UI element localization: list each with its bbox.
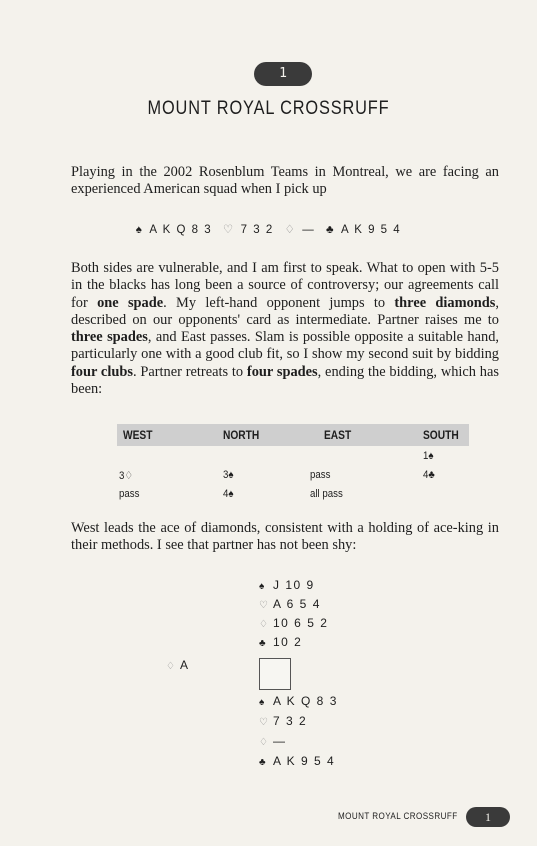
heart-icon: ♡ — [259, 717, 268, 728]
south-hearts-row: ♡ 7 3 2 — [259, 714, 308, 728]
hand-spades: A K Q 8 3 — [149, 224, 213, 236]
club-icon: ♣ — [325, 224, 335, 236]
table-square — [259, 658, 291, 690]
chapter-title: MOUNT ROYAL CROSSRUFF — [147, 98, 390, 119]
spade-icon: ♠ — [259, 581, 265, 592]
running-title: MOUNT ROYAL CROSSRUFF — [338, 811, 458, 822]
hand-diamonds: — — [302, 224, 316, 236]
bid-cell: 4♠ — [223, 488, 234, 500]
south-hand-line — [0, 222, 537, 236]
bid-cell: 4♣ — [423, 469, 435, 481]
page-number-badge: 1 — [466, 807, 510, 827]
bid-cell: all pass — [310, 488, 343, 500]
auction-table — [117, 424, 469, 500]
intro-paragraph: Playing in the 2002 Rosenblum Teams in Montreal, we are facing an experienced American squad when I pick up — [71, 164, 499, 198]
club-icon: ♣ — [259, 757, 266, 768]
diamond-icon: ♢ — [259, 737, 268, 748]
bid-cell: 1♠ — [423, 450, 434, 462]
diamond-icon: ♢ — [166, 661, 175, 672]
header-south: SOUTH — [423, 428, 459, 442]
south-clubs-row: ♣ A K 9 5 4 — [259, 754, 336, 768]
header-east: EAST — [324, 428, 352, 442]
bid-cell: pass — [119, 488, 140, 500]
north-spades-row: ♠ J 10 9 — [259, 578, 315, 592]
header-north: NORTH — [223, 428, 260, 442]
bid-cell: 3♠ — [223, 469, 234, 481]
diamond-icon: ♢ — [259, 619, 268, 630]
north-hearts-row: ♡ A 6 5 4 — [259, 597, 321, 611]
bid-cell: pass — [310, 469, 331, 481]
north-clubs-row: ♣ 10 2 — [259, 635, 303, 649]
hand-clubs: A K 9 5 4 — [341, 224, 402, 236]
header-west: WEST — [123, 428, 153, 442]
chapter-number-badge: 1 — [254, 62, 312, 86]
north-diamonds-row: ♢ 10 6 5 2 — [259, 616, 329, 630]
west-lead: ♢ A — [166, 658, 190, 672]
club-icon: ♣ — [259, 638, 266, 649]
bid-cell: 3♢ — [119, 470, 134, 482]
heart-icon: ♡ — [259, 600, 268, 611]
south-diamonds-row: ♢ — — [259, 734, 287, 748]
south-spades-row: ♠ A K Q 8 3 — [259, 694, 338, 708]
spade-icon: ♠ — [135, 224, 144, 236]
lead-paragraph: West leads the ace of diamonds, consistent with a holding of ace-king in their methods. I see that partner has not been shy: — [71, 520, 499, 554]
auction-header — [117, 424, 469, 446]
heart-icon: ♡ — [222, 224, 235, 236]
hand-hearts: 7 3 2 — [240, 224, 274, 236]
spade-icon: ♠ — [259, 697, 265, 708]
diamond-icon: ♢ — [284, 224, 297, 236]
bidding-paragraph: Both sides are vulnerable, and I am first to speak. What to open with 5-5 in the blacks has long been a source of controversy; our agreements call for one spade. My left-hand opponent jumps to three diamonds, described on our opponents' card as intermediate. Partner raises me to three spades, and East passes. Slam is possible opposite a suitable hand, particularly one with a good club fit, so I show my second suit by bidding four clubs. Partner retreats to four spades, ending the bidding, which has been: — [71, 260, 499, 398]
